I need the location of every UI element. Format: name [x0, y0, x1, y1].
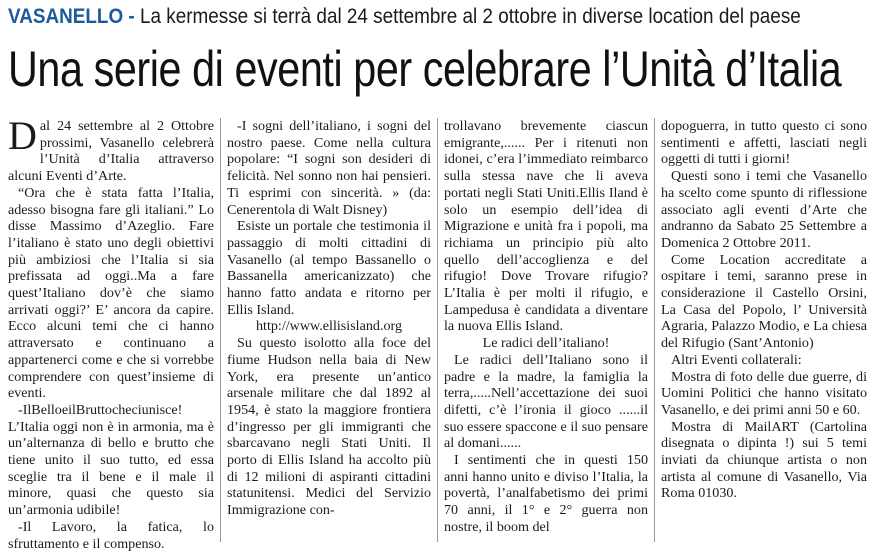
kicker-line: [8, 3, 801, 31]
paragraph: Questi sono i temi che Vasanello ha scelto come spunto di riflessione associato agli eventi d’Arte che andranno da Sabato 25 Settembre a Domenica 2 Ottobre 2011.: [661, 168, 867, 251]
intro-text: al 24 settembre al 2 Ottobre prossimi, Vasanello celebrerà l’Unità d’Italia attraverso alcuni Eventi d’Arte.: [8, 118, 214, 185]
paragraph-intro: [8, 113, 214, 185]
paragraph: -I sogni dell’italiano, i sogni del nostro paese. Come nella cultura popolare: “I sogni son desideri di felicità. Nel sonno non hai pensieri. Ti esprimi con sincerità. » (da: Cenerentola di Walt Disney): [227, 118, 431, 218]
kicker-place: VASANELLO: [8, 5, 124, 28]
paragraph: Mostra di MailART (Cartolina disegnata o dipinta !) sui 5 temi inviati da chiunque artista o non artista al comune di Vasanello, Via Roma 01030.: [661, 418, 867, 502]
column-divider: [654, 118, 655, 542]
column-1: [8, 113, 214, 552]
paragraph: Esiste un portale che testimonia il passaggio di molti cittadini di Vasanello (al tempo Bassanello o Bassanella americanizzato) che hanno fatto andata e ritorno per Ellis Island.: [227, 218, 431, 318]
paragraph: Altri Eventi collaterali:: [671, 351, 802, 368]
column-4: [661, 118, 867, 542]
paragraph: Come Location accreditate a ospitare i temi, saranno prese in considerazione il Castello Orsini, La Casa del Popolo, l’ Università Agraria, Palazzo Modio, e La chiesa del Rifugio (Sant’Antonio): [661, 251, 867, 352]
column-divider: [437, 118, 438, 542]
paragraph: Su questo isolotto alla foce del fiume Hudson nella baia di New York, era presente un’antico arsenale militare che dal 1892 al 1954, è stato la maggiore frontiera d’ingresso per gli immigranti che sbarcavano negli Stati Uniti. Il porto di Ellis Island ha accolto più di 12 milioni di aspiranti cittadini statunitensi. Medici del Servizio Immigrazione con-: [227, 335, 431, 519]
website-url: http://www.ellisisland.org: [255, 318, 403, 335]
kicker-subtitle: La kermesse si terrà dal 24 settembre al 2 ottobre in diverse location del paese: [139, 5, 801, 28]
paragraph: Mostra di foto delle due guerre, di Uomini Politici che hanno visitato Vasanello, e dei primi anni 50 e 60.: [661, 368, 867, 418]
paragraph: Le radici dell’Italiano sono il padre e la madre, la famiglia la terra,.....Nell’accettazione dei suoi difetti, c’è l’ironia il gioco ......il suo essere spaccone e il suo pensare al domani......: [444, 351, 648, 452]
paragraph: trollavano brevemente ciascun emigrante,...... Per i ritenuti non idonei, c’era l’immediato reimbarco sulla stessa nave che li aveva portati negli Stati Uniti.Ellis Iland è solo un esempio dell’idea di Migrazione e unità fra i popoli, ma richiama un principio più alto quello dell’accoglienza e del rifugio! Dove Trovare rifugio? L’Italia è per molti il rifugio, e Lampedusa è candidata a diventare la nuova Ellis Island.: [444, 118, 648, 335]
headline: Una serie di eventi per celebrare l’Unità d’Italia: [8, 41, 842, 97]
column-divider: [220, 118, 221, 542]
article-body: [8, 113, 868, 552]
drop-cap: D: [8, 113, 37, 158]
paragraph: dopoguerra, in tutto questo ci sono sentimenti e affetti, lasciati negli oggetti di tutti i giorni!: [661, 118, 867, 168]
column-3: [444, 118, 648, 542]
paragraph: I sentimenti che in questi 150 anni hanno unito e diviso l’Italia, la povertà, l’analfabetismo dei primi 70 anni, il 1° e 2° guerra non nostre, il boom del: [444, 452, 648, 535]
kicker-dash: -: [128, 5, 135, 28]
paragraph: “Ora che è stata fatta l’Italia, adesso bisogna fare gli italiani.” Lo disse Massimo d’Azeglio. Fare l’italiano è stato uno degli obiettivi più ambiziosi che l’Italia si sia prefissata ad oggi..Ma a fare quest’Italiano dov’è che siamo arrivati oggi?’ E’ ancora da capire. Ecco alcuni temi che ci hanno attraversato e continuano a appartenerci come e che si vorrebbe comprendere con quest’insieme di eventi.: [8, 184, 214, 402]
section-heading: Le radici dell’italiano!: [482, 335, 610, 352]
paragraph: -IlBelloeilBruttocheciunisce! L’Italia oggi non è in armonia, ma è un’alternanza di bello e brutto che tiene unito il suo tutto, ed essa sceglie tra il bene e il male il minore, quasi che questo sia un’armonia udibile!: [8, 401, 214, 519]
column-2: [227, 118, 431, 542]
paragraph: -Il Lavoro, la fatica, lo sfruttamento e il compenso.: [8, 518, 214, 552]
